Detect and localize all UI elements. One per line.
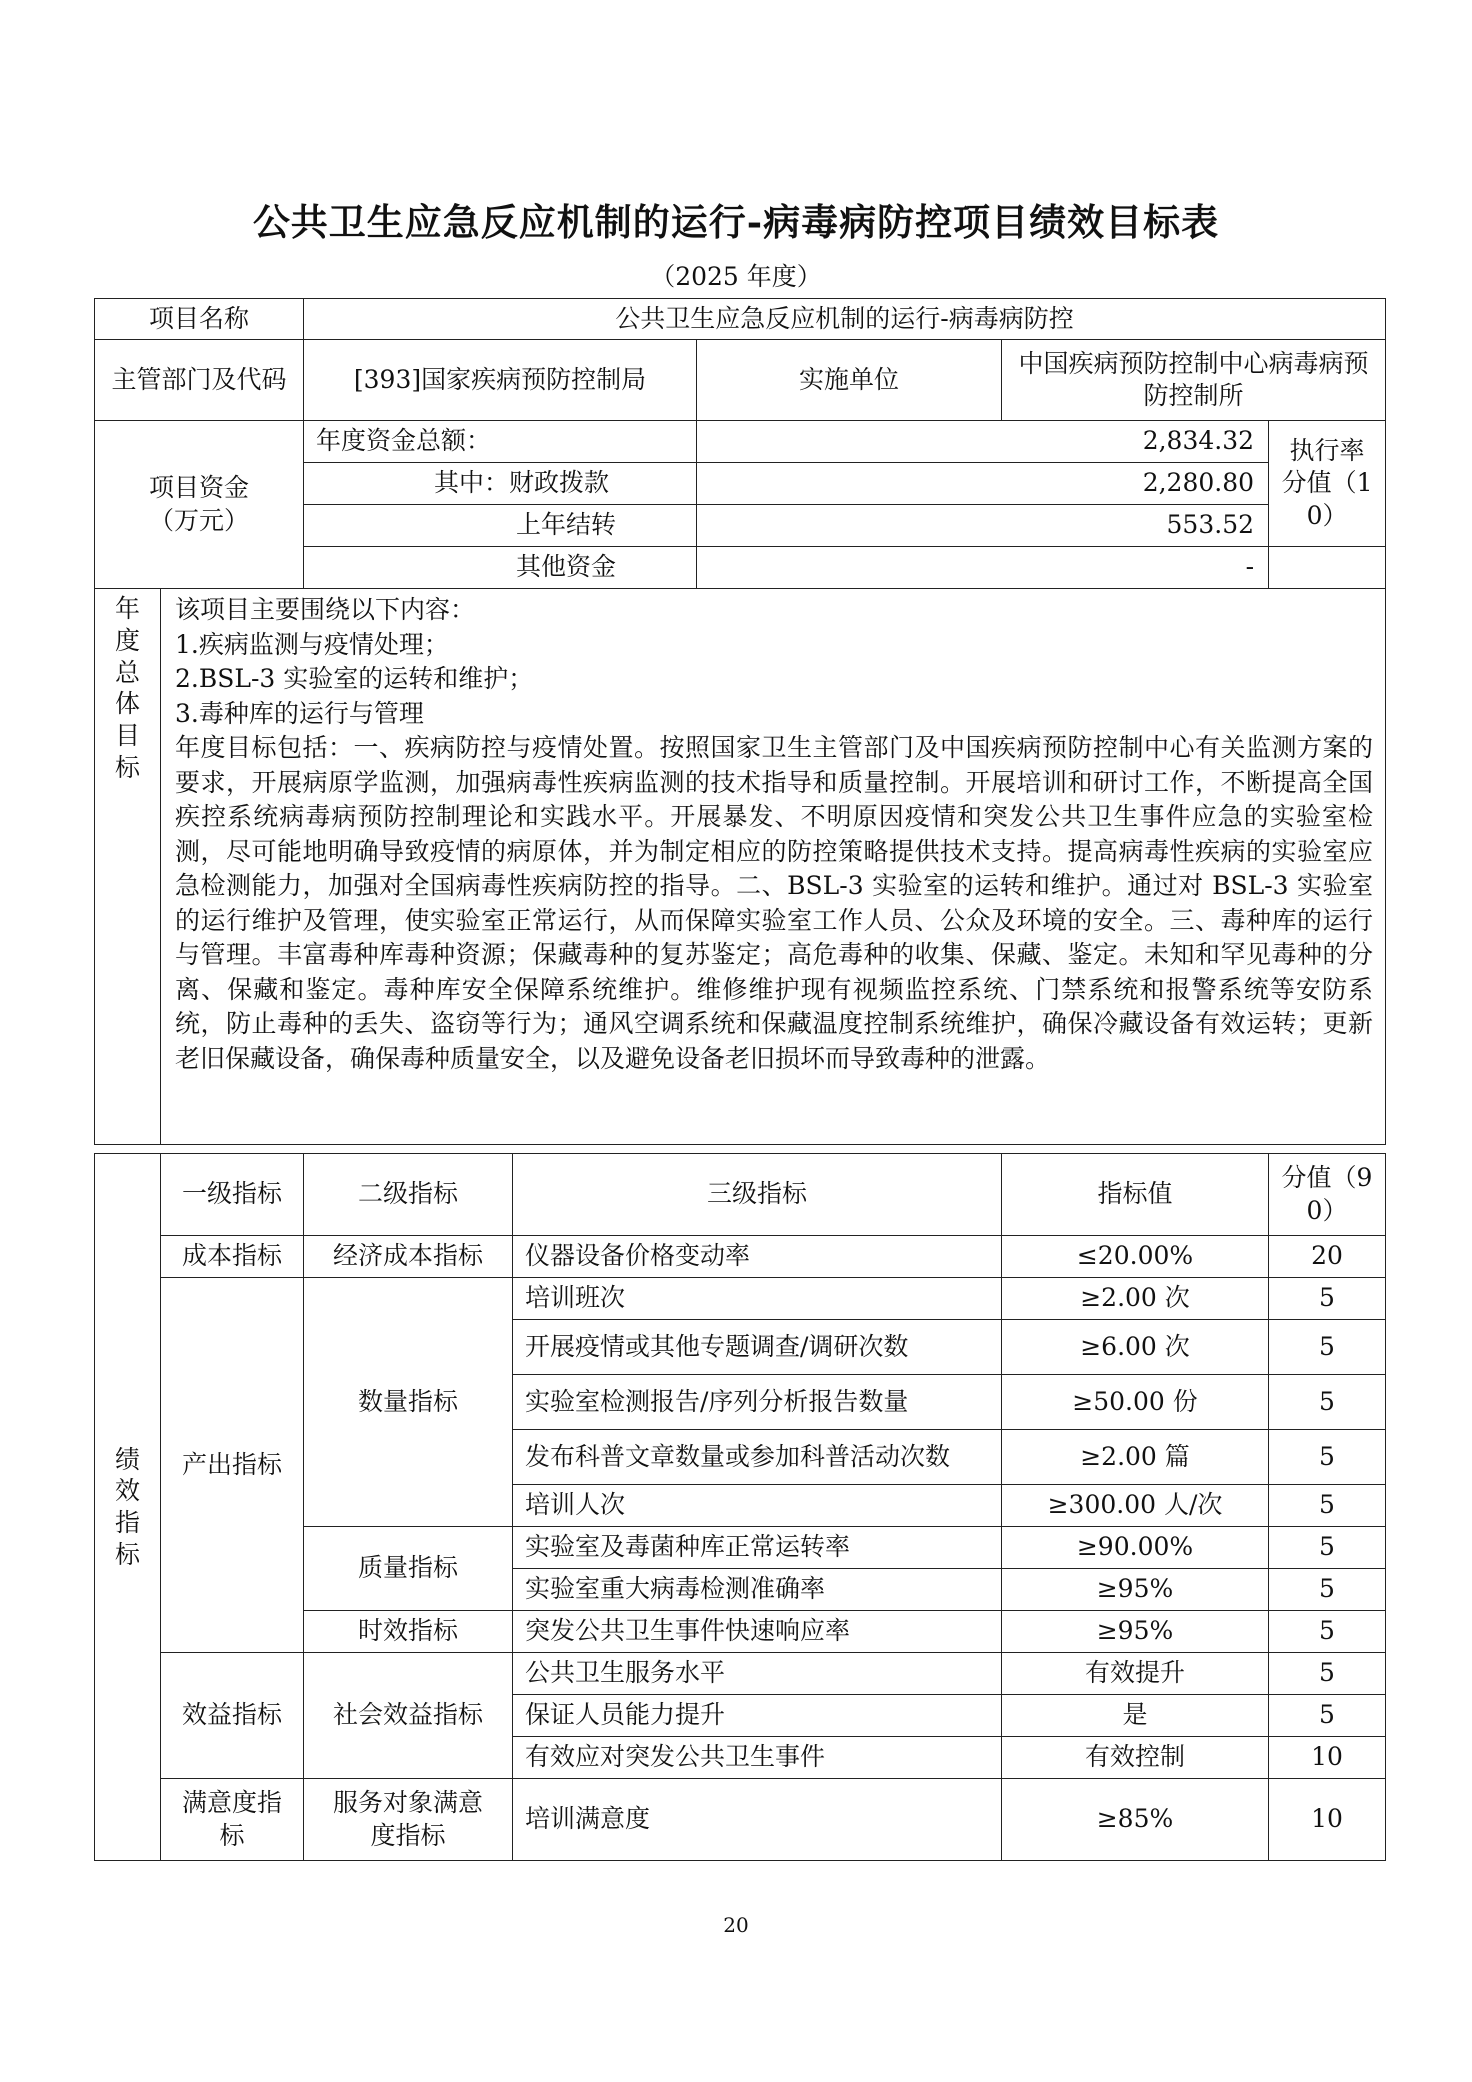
indicator-name: 仪器设备价格变动率 xyxy=(513,1236,1002,1278)
indicator-score: 5 xyxy=(1269,1375,1386,1430)
indicator-score: 5 xyxy=(1269,1430,1386,1485)
header-score: 分值（90） xyxy=(1269,1154,1386,1236)
department: [393]国家疾病预防控制局 xyxy=(304,340,697,421)
project-name-label: 项目名称 xyxy=(95,299,304,340)
group-output-quantity: 数量指标 xyxy=(304,1278,513,1527)
performance-label: 绩效指标 xyxy=(95,1154,161,1861)
indicator-value: 有效控制 xyxy=(1002,1737,1269,1779)
header-level1: 一级指标 xyxy=(161,1154,304,1236)
department-label: 主管部门及代码 xyxy=(95,340,304,421)
executor: 中国疾病预防控制中心病毒病预防控制所 xyxy=(1002,340,1386,421)
group-satisfaction: 满意度指标 xyxy=(161,1779,304,1861)
indicator-name: 开展疫情或其他专题调查/调研次数 xyxy=(513,1320,1002,1375)
project-info-table xyxy=(94,298,1386,1145)
funds-label: 项目资金（万元） xyxy=(95,421,304,589)
indicator-value: ≥2.00 次 xyxy=(1002,1278,1269,1320)
indicator-name: 培训满意度 xyxy=(513,1779,1002,1861)
indicator-score: 20 xyxy=(1269,1236,1386,1278)
indicator-value: ≥300.00 人/次 xyxy=(1002,1485,1269,1527)
indicator-name: 有效应对突发公共卫生事件 xyxy=(513,1737,1002,1779)
indicator-name: 培训人次 xyxy=(513,1485,1002,1527)
indicator-value: 有效提升 xyxy=(1002,1653,1269,1695)
group-satisfaction-service: 服务对象满意度指标 xyxy=(304,1779,513,1861)
indicator-value: 是 xyxy=(1002,1695,1269,1737)
indicator-name: 实验室及毒菌种库正常运转率 xyxy=(513,1527,1002,1569)
header-value: 指标值 xyxy=(1002,1154,1269,1236)
group-output-quality: 质量指标 xyxy=(304,1527,513,1611)
page-title: 公共卫生应急反应机制的运行-病毒病防控项目绩效目标表 xyxy=(252,200,1220,244)
objective-text xyxy=(161,589,1386,1145)
carryover-label: 上年结转 xyxy=(304,505,697,547)
indicator-score: 5 xyxy=(1269,1320,1386,1375)
indicator-score: 5 xyxy=(1269,1527,1386,1569)
fiscal-funds-label: 其中：财政拨款 xyxy=(304,463,697,505)
group-cost-economic: 经济成本指标 xyxy=(304,1236,513,1278)
indicator-name: 实验室重大病毒检测准确率 xyxy=(513,1569,1002,1611)
indicator-score: 10 xyxy=(1269,1737,1386,1779)
objective-item: 1.疾病监测与疫情处理； xyxy=(175,629,449,659)
project-name: 公共卫生应急反应机制的运行-病毒病防控 xyxy=(304,299,1386,340)
group-cost: 成本指标 xyxy=(161,1236,304,1278)
objective-item: 2.BSL-3 实验室的运转和维护； xyxy=(175,664,534,693)
fiscal-year: （2025 年度） xyxy=(650,262,822,291)
indicator-score: 10 xyxy=(1269,1779,1386,1861)
indicator-name: 培训班次 xyxy=(513,1278,1002,1320)
group-benefit-social: 社会效益指标 xyxy=(304,1653,513,1779)
indicator-value: ≥95% xyxy=(1002,1569,1269,1611)
indicator-name: 公共卫生服务水平 xyxy=(513,1653,1002,1695)
objective-label: 年度总体目标 xyxy=(95,589,161,1145)
indicator-score: 5 xyxy=(1269,1695,1386,1737)
indicator-score: 5 xyxy=(1269,1485,1386,1527)
indicator-value: ≥85% xyxy=(1002,1779,1269,1861)
total-funds-label: 年度资金总额： xyxy=(304,421,697,463)
header-level2: 二级指标 xyxy=(304,1154,513,1236)
header-level3: 三级指标 xyxy=(513,1154,1002,1236)
indicator-name: 保证人员能力提升 xyxy=(513,1695,1002,1737)
objective-item: 3.毒种库的运行与管理 xyxy=(175,698,424,728)
execution-score-label: 执行率分值（10） xyxy=(1269,421,1386,547)
page-number: 20 xyxy=(723,1913,749,1937)
other-funds-label: 其他资金 xyxy=(304,547,697,589)
carryover-value: 553.52 xyxy=(697,505,1269,547)
indicator-name: 突发公共卫生事件快速响应率 xyxy=(513,1611,1002,1653)
indicator-value: ≥95% xyxy=(1002,1611,1269,1653)
other-funds-value: - xyxy=(697,547,1269,589)
performance-table xyxy=(94,1153,1386,1861)
empty-cell xyxy=(1269,547,1386,589)
indicator-value: ≤20.00% xyxy=(1002,1236,1269,1278)
indicator-value: ≥90.00% xyxy=(1002,1527,1269,1569)
indicator-score: 5 xyxy=(1269,1611,1386,1653)
indicator-value: ≥6.00 次 xyxy=(1002,1320,1269,1375)
objective-intro: 该项目主要围绕以下内容： xyxy=(175,595,476,624)
indicator-score: 5 xyxy=(1269,1653,1386,1695)
group-output: 产出指标 xyxy=(161,1278,304,1653)
total-funds-value: 2,834.32 xyxy=(697,421,1269,463)
indicator-name: 实验室检测报告/序列分析报告数量 xyxy=(513,1375,1002,1430)
fiscal-funds-value: 2,280.80 xyxy=(697,463,1269,505)
indicator-score: 5 xyxy=(1269,1278,1386,1320)
indicator-score: 5 xyxy=(1269,1569,1386,1611)
group-benefit: 效益指标 xyxy=(161,1653,304,1779)
indicator-value: ≥50.00 份 xyxy=(1002,1375,1269,1430)
objective-goals: 年度目标包括：一、疾病防控与疫情处置。按照国家卫生主管部门及中国疾病预防控制中心有关监测方案的要求，开展病原学监测，加强病毒性疾病监测的技术指导和质量控制。开展培训和研讨工作，不断提高全国疾控系统病毒病预防控制理论和实践水平。开展暴发、不明原因疫情和突发公共卫生事件应急的实验室检测，尽可能地明确导致疫情的病原体，并为制定相应的防控策略提供技术支持。提高病毒性疾病的实验室应急检测能力，加强对全国病毒性疾病防控的指导。二、BSL-3 实验室的运转和维护。通过对 BSL-3 实验室的运行维护及管理，使实验室正常运行，从而保障实验室工作人员、公众及环境的安全。三、毒种库的运行与管理。丰富毒种库毒种资源；保藏毒种的复苏鉴定；高危毒种的收集、保藏、鉴定。未知和罕见毒种的分离、保藏和鉴定。毒种库安全保障系统维护。维修维护现有视频监控系统、门禁系统和报警系统等安防系统，防止毒种的丢失、盗窃等行为；通风空调系统和保藏温度控制系统维护，确保冷藏设备有效运转；更新老旧保藏设备，确保毒种质量安全，以及避免设备老旧损坏而导致毒种的泄露。 xyxy=(175,733,1374,1073)
executor-label: 实施单位 xyxy=(697,340,1002,421)
indicator-name: 发布科普文章数量或参加科普活动次数 xyxy=(513,1430,1002,1485)
group-output-timeliness: 时效指标 xyxy=(304,1611,513,1653)
indicator-value: ≥2.00 篇 xyxy=(1002,1430,1269,1485)
